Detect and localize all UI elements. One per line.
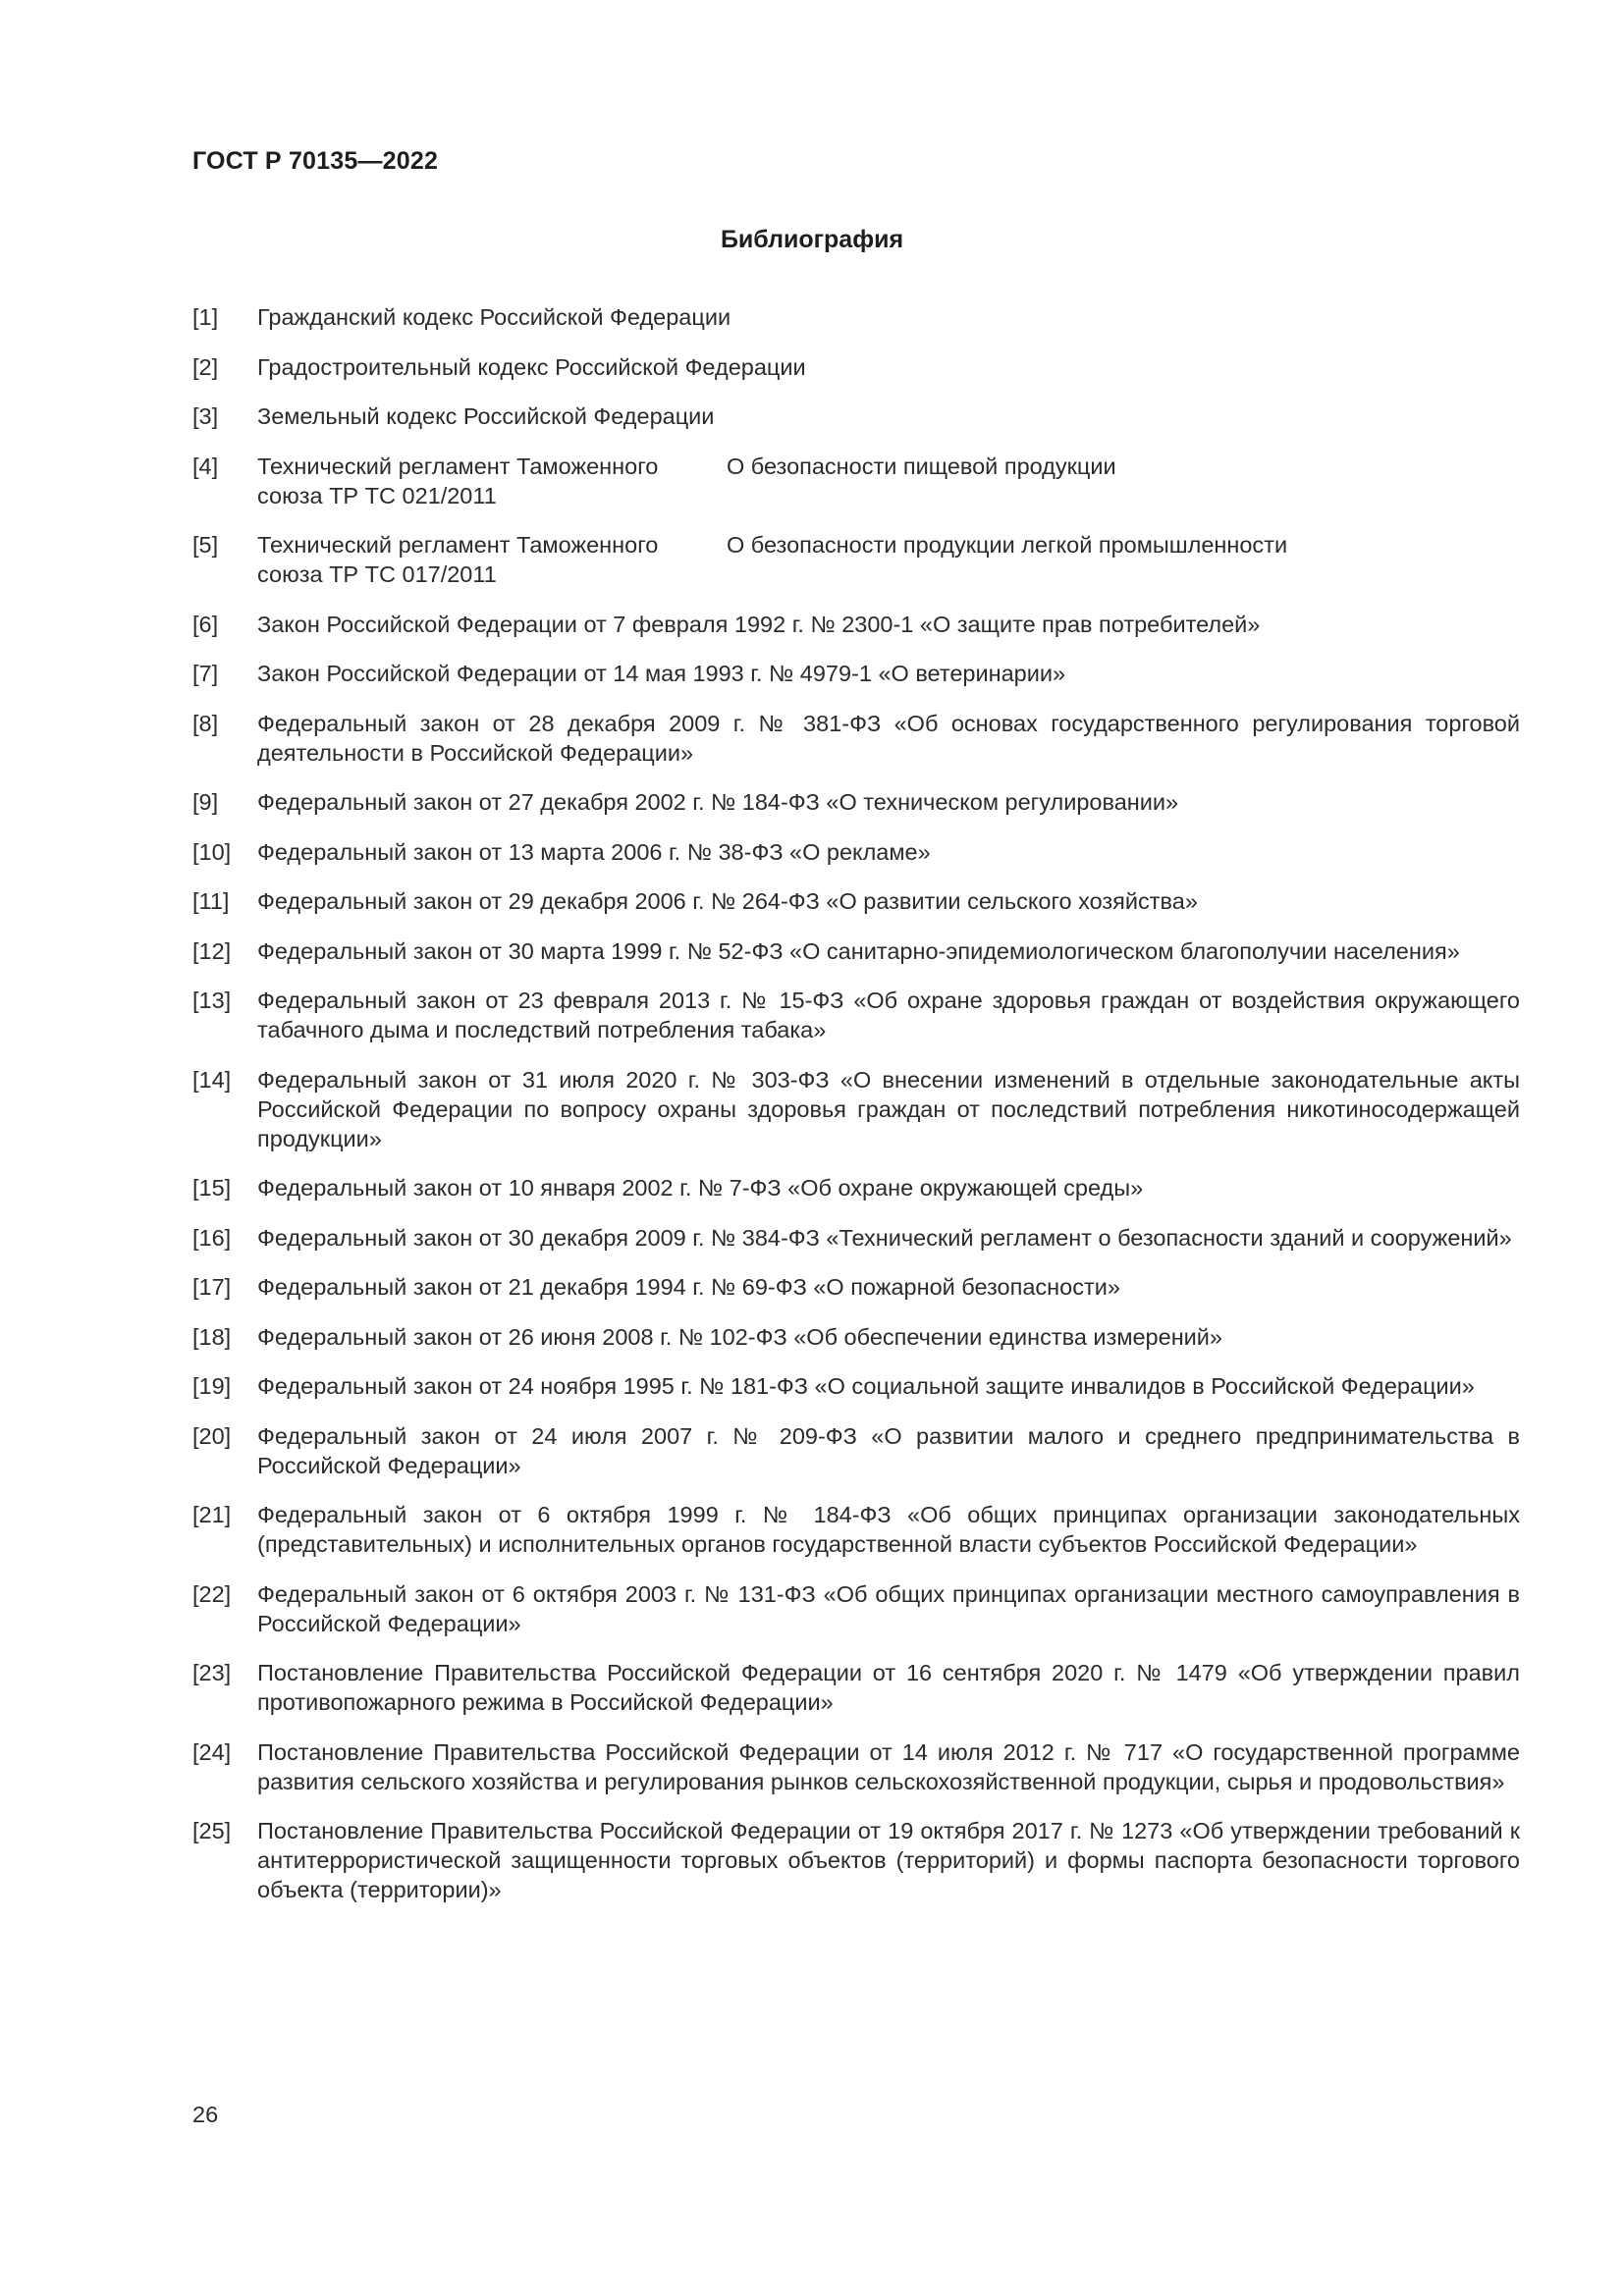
bibliography-entry — [192, 837, 1520, 867]
bibliography-entry — [192, 1322, 1520, 1352]
bibliography-entry — [192, 302, 1520, 332]
entry-text: Федеральный закон от 27 декабря 2002 г. № 184-ФЗ «О техническом регулировании» — [257, 789, 1179, 815]
entry-document-title: О безопасности пищевой продукции — [727, 453, 1116, 479]
entry-text: Закон Российской Федерации от 14 мая 1993 г. № 4979-1 «О ветеринарии» — [257, 661, 1066, 686]
bibliography-entry — [192, 709, 1520, 768]
entry-text: Федеральный закон от 21 декабря 1994 г. № 69-ФЗ «О пожарной безопасности» — [257, 1274, 1120, 1300]
entry-text: Федеральный закон от 23 февраля 2013 г. № 15-ФЗ «Об охране здоровья граждан от воздействия окружающего табачного дыма и последствий потребления табака» — [257, 988, 1520, 1042]
bibliography-entry — [192, 1223, 1520, 1253]
entry-text: Постановление Правительства Российской Федерации от 19 октября 2017 г. № 1273 «Об утверждении требований к антитеррористической защищенности торговых объектов (территорий) и формы паспорта безопасности торгового объекта (территории)» — [257, 1818, 1520, 1902]
bibliography-entry — [192, 1371, 1520, 1401]
entry-text: Федеральный закон от 26 июня 2008 г. № 102-ФЗ «Об обеспечении единства измерений» — [257, 1323, 1222, 1350]
bibliography-entry — [192, 1272, 1520, 1302]
entry-document-designation: Технический регламент Таможенного союза ТР ТС 017/2011 — [257, 532, 659, 587]
entry-text: Гражданский кодекс Российской Федерации — [257, 304, 731, 330]
entry-text: Постановление Правительства Российской Федерации от 14 июля 2012 г. № 717 «О государственной программе развития сельского хозяйства и регулирования рынков сельскохозяйственной продукции, сырья и продовольствия» — [257, 1738, 1520, 1794]
bibliography-entry — [192, 452, 1520, 510]
entry-number: [22] — [192, 1580, 232, 1607]
bibliography-entry — [192, 1421, 1520, 1480]
bibliography-entry — [192, 886, 1520, 916]
entry-number: [7] — [192, 661, 219, 686]
bibliography-entry — [192, 401, 1520, 431]
entry-number: [15] — [192, 1175, 232, 1201]
entry-number: [18] — [192, 1323, 232, 1350]
page-number: 26 — [192, 2102, 219, 2127]
bibliography-entry — [192, 352, 1520, 382]
bibliography-entry — [192, 787, 1520, 817]
entry-number: [24] — [192, 1738, 232, 1765]
entry-number: [17] — [192, 1274, 232, 1300]
entry-number: [9] — [192, 789, 219, 815]
bibliography-entry — [192, 1500, 1520, 1559]
entry-text: Федеральный закон от 31 июля 2020 г. № 303-ФЗ «О внесении изменений в отдельные законодательные акты Российской Федерации по вопросу охраны здоровья граждан от последствий потребления никотиносодержащей продукции» — [257, 1066, 1520, 1151]
entry-number: [13] — [192, 988, 232, 1013]
entry-number: [21] — [192, 1502, 232, 1527]
entry-columns — [257, 452, 1520, 510]
entry-columns — [257, 530, 1520, 589]
entry-document-designation: Технический регламент Таможенного союза ТР ТС 021/2011 — [257, 453, 659, 508]
entry-number: [2] — [192, 353, 219, 380]
entry-number: [14] — [192, 1066, 232, 1093]
entry-text: Федеральный закон от 30 декабря 2009 г. № 384-ФЗ «Технический регламент о безопасности зданий и сооружений» — [257, 1224, 1512, 1251]
entry-text: Градостроительный кодекс Российской Федерации — [257, 353, 806, 380]
entry-number: [19] — [192, 1373, 232, 1399]
entry-number: [6] — [192, 611, 219, 637]
bibliography-entry — [192, 986, 1520, 1044]
entry-text: Постановление Правительства Российской Федерации от 16 сентября 2020 г. № 1479 «Об утверждении правил противопожарного режима в Российской Федерации» — [257, 1660, 1520, 1715]
section-title: Библиография — [720, 226, 904, 253]
entry-text: Федеральный закон от 13 марта 2006 г. № 38-ФЗ «О рекламе» — [257, 838, 931, 865]
entry-number: [3] — [192, 403, 219, 429]
entry-text: Федеральный закон от 6 октября 1999 г. № 184-ФЗ «Об общих принципах организации законодательных (представительных) и исполнительных органов государственной власти субъектов Российской Федерации» — [257, 1502, 1520, 1557]
entry-number: [1] — [192, 304, 219, 330]
entry-number: [11] — [192, 888, 230, 914]
entry-text: Закон Российской Федерации от 7 февраля 1992 г. № 2300-1 «О защите прав потребителей» — [257, 611, 1261, 637]
entry-text: Федеральный закон от 24 июля 2007 г. № 209-ФЗ «О развитии малого и среднего предпринимательства в Российской Федерации» — [257, 1422, 1520, 1478]
entry-number: [16] — [192, 1224, 232, 1251]
entry-number: [12] — [192, 937, 232, 964]
bibliography-list — [192, 302, 1520, 1925]
bibliography-entry — [192, 1579, 1520, 1638]
bibliography-entry — [192, 530, 1520, 589]
entry-number: [4] — [192, 453, 219, 479]
entry-text: Федеральный закон от 6 октября 2003 г. № 131-ФЗ «Об общих принципах организации местного самоуправления в Российской Федерации» — [257, 1580, 1520, 1636]
entry-text: Федеральный закон от 30 марта 1999 г. № 52-ФЗ «О санитарно-эпидемиологическом благополучии населения» — [257, 937, 1460, 964]
entry-text: Федеральный закон от 28 декабря 2009 г. № 381-ФЗ «Об основах государственного регулирования торговой деятельности в Российской Федерации» — [257, 710, 1520, 766]
entry-text: Федеральный закон от 29 декабря 2006 г. № 264-ФЗ «О развитии сельского хозяйства» — [257, 888, 1198, 914]
document-header: ГОСТ Р 70135—2022 — [192, 147, 439, 175]
bibliography-entry — [192, 610, 1520, 639]
bibliography-entry — [192, 1173, 1520, 1202]
bibliography-entry — [192, 1737, 1520, 1796]
entry-document-title: О безопасности продукции легкой промышленности — [727, 532, 1288, 558]
entry-text: Федеральный закон от 10 января 2002 г. № 7-ФЗ «Об охране окружающей среды» — [257, 1175, 1144, 1201]
entry-number: [20] — [192, 1422, 232, 1449]
bibliography-entry — [192, 1816, 1520, 1904]
entry-number: [5] — [192, 532, 219, 558]
entry-number: [10] — [192, 838, 232, 865]
entry-number: [8] — [192, 710, 219, 736]
entry-text: Федеральный закон от 24 ноября 1995 г. № 181-ФЗ «О социальной защите инвалидов в Российской Федерации» — [257, 1373, 1475, 1399]
entry-text: Земельный кодекс Российской Федерации — [257, 403, 715, 429]
bibliography-entry — [192, 659, 1520, 688]
bibliography-entry — [192, 1065, 1520, 1153]
entry-number: [23] — [192, 1660, 232, 1685]
bibliography-entry — [192, 936, 1520, 966]
entry-number: [25] — [192, 1818, 232, 1843]
bibliography-entry — [192, 1658, 1520, 1717]
